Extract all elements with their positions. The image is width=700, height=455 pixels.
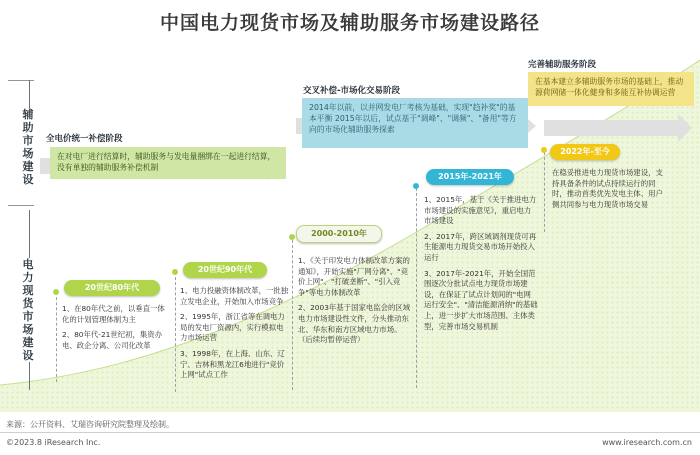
stage-box-2: 2014年以前，以并网发电厂考核为基础，实现"趋补奖"的基本平衡 2015年以后，试点基于"调峰"、"调频"、"备用"等方向的市场化辅助服务探索 <box>302 98 528 148</box>
period-4-item-1: 1、2015年，基于《关于推进电力市场建设的实施意见》，重启电力市场建设 <box>424 195 537 226</box>
period-2-dot <box>172 269 178 275</box>
period-pill-3: 2000-2010年 <box>296 225 382 243</box>
period-3-item-1: 1、《关于印发电力体制改革方案的通知》，开始实施"厂网分离"、"竞价上网"、"打破垄断"、"引入竞争"等电力体制改革 <box>298 256 410 297</box>
period-5-item-1: 在稳妥推进电力现货市场建设，支持具备条件的试点持续运行的同时，推动首类优先发电主体、用户侧共同参与电力现货市场交易 <box>552 168 663 209</box>
period-1-line <box>56 292 57 382</box>
source-note: 来源：公开资料、艾瑞咨询研究院整理及绘制。 <box>6 420 174 429</box>
period-4-dot <box>413 183 419 189</box>
power-market-label: 电力现货市场建设 <box>20 258 36 362</box>
period-text-2 <box>180 286 290 386</box>
period-4-item-2: 2、2017年，跨区域调剂现货可再生能源电力现货交易市场开始投入运行 <box>424 231 537 262</box>
period-text-3 <box>298 256 412 351</box>
period-5-dot <box>541 147 547 153</box>
period-pill-4: 2015年-2021年 <box>426 169 514 185</box>
divider-top <box>8 80 34 81</box>
period-pill-2: 20世纪90年代 <box>183 262 267 278</box>
period-5-line <box>544 152 545 232</box>
stage-box-3: 在基本建立多辅助服务市场的基础上，推动源荷网储一体化健身和多能互补协调运营 <box>528 72 694 106</box>
period-3-line <box>292 240 293 390</box>
period-text-5 <box>552 168 670 215</box>
website: www.iresearch.com.cn <box>602 438 692 447</box>
period-2-item-1: 1、电力投融资体制改革，一批独立发电企业，开始加入市场竞争 <box>180 286 289 306</box>
stage-label-2: 交叉补偿-市场化交易阶段 <box>303 86 401 96</box>
divider-middle <box>8 205 34 206</box>
period-3-dot <box>289 234 295 240</box>
copyright: ©2023.8 iResearch Inc. <box>6 438 101 447</box>
period-1-item-2: 2、80年代-21世纪初，集资办电、政企分离、公司化改革 <box>62 330 163 350</box>
period-2-item-2: 2、1995年，浙江省等在调电力局的发电厂资源内，实行模拟电力市场运营 <box>180 312 285 343</box>
footer-divider <box>0 432 700 433</box>
period-text-4 <box>424 195 538 337</box>
period-1-item-1: 1、在80年代之前，以垂直一体化的计划管理体制为主 <box>62 304 165 324</box>
stage-label-1: 全电价统一补偿阶段 <box>46 134 123 144</box>
aux-market-label: 辅助市场建设 <box>20 108 36 186</box>
page-title: 中国电力现货市场及辅助服务市场建设路径 <box>159 12 540 34</box>
period-4-line <box>416 188 417 388</box>
period-text-1 <box>62 304 170 356</box>
period-4-item-3: 3、2017年-2021年，开始全国范围逐次分批试点电力现货市场建设，在保证了试点计划间的"电网运行安全"、"清洁能源消纳"的基础上，进一步扩大市场范围、主体类型，完善市场交易机制 <box>424 268 538 331</box>
period-pill-1: 20世纪80年代 <box>64 280 160 296</box>
stage-box-1: 在对电厂进行结算时，辅助服务与发电量捆绑在一起进行结算，没有单独的辅助服务补偿机制 <box>50 147 286 179</box>
stage-label-3: 完善辅助服务阶段 <box>528 60 597 70</box>
period-2-line <box>175 272 176 392</box>
period-pill-5: 2022年-至今 <box>550 144 620 160</box>
period-2-item-3: 3、1998年，在上海、山东、辽宁、吉林和黑龙江6地进行"竞价上网"试点工作 <box>180 348 285 380</box>
period-3-item-2: 2、2003年基于国家电监会的区域电力市场建设性文件，分头推动东北、华东和南方区域电力市场。（后续均暂停运营） <box>298 303 411 345</box>
period-1-dot <box>53 289 59 295</box>
